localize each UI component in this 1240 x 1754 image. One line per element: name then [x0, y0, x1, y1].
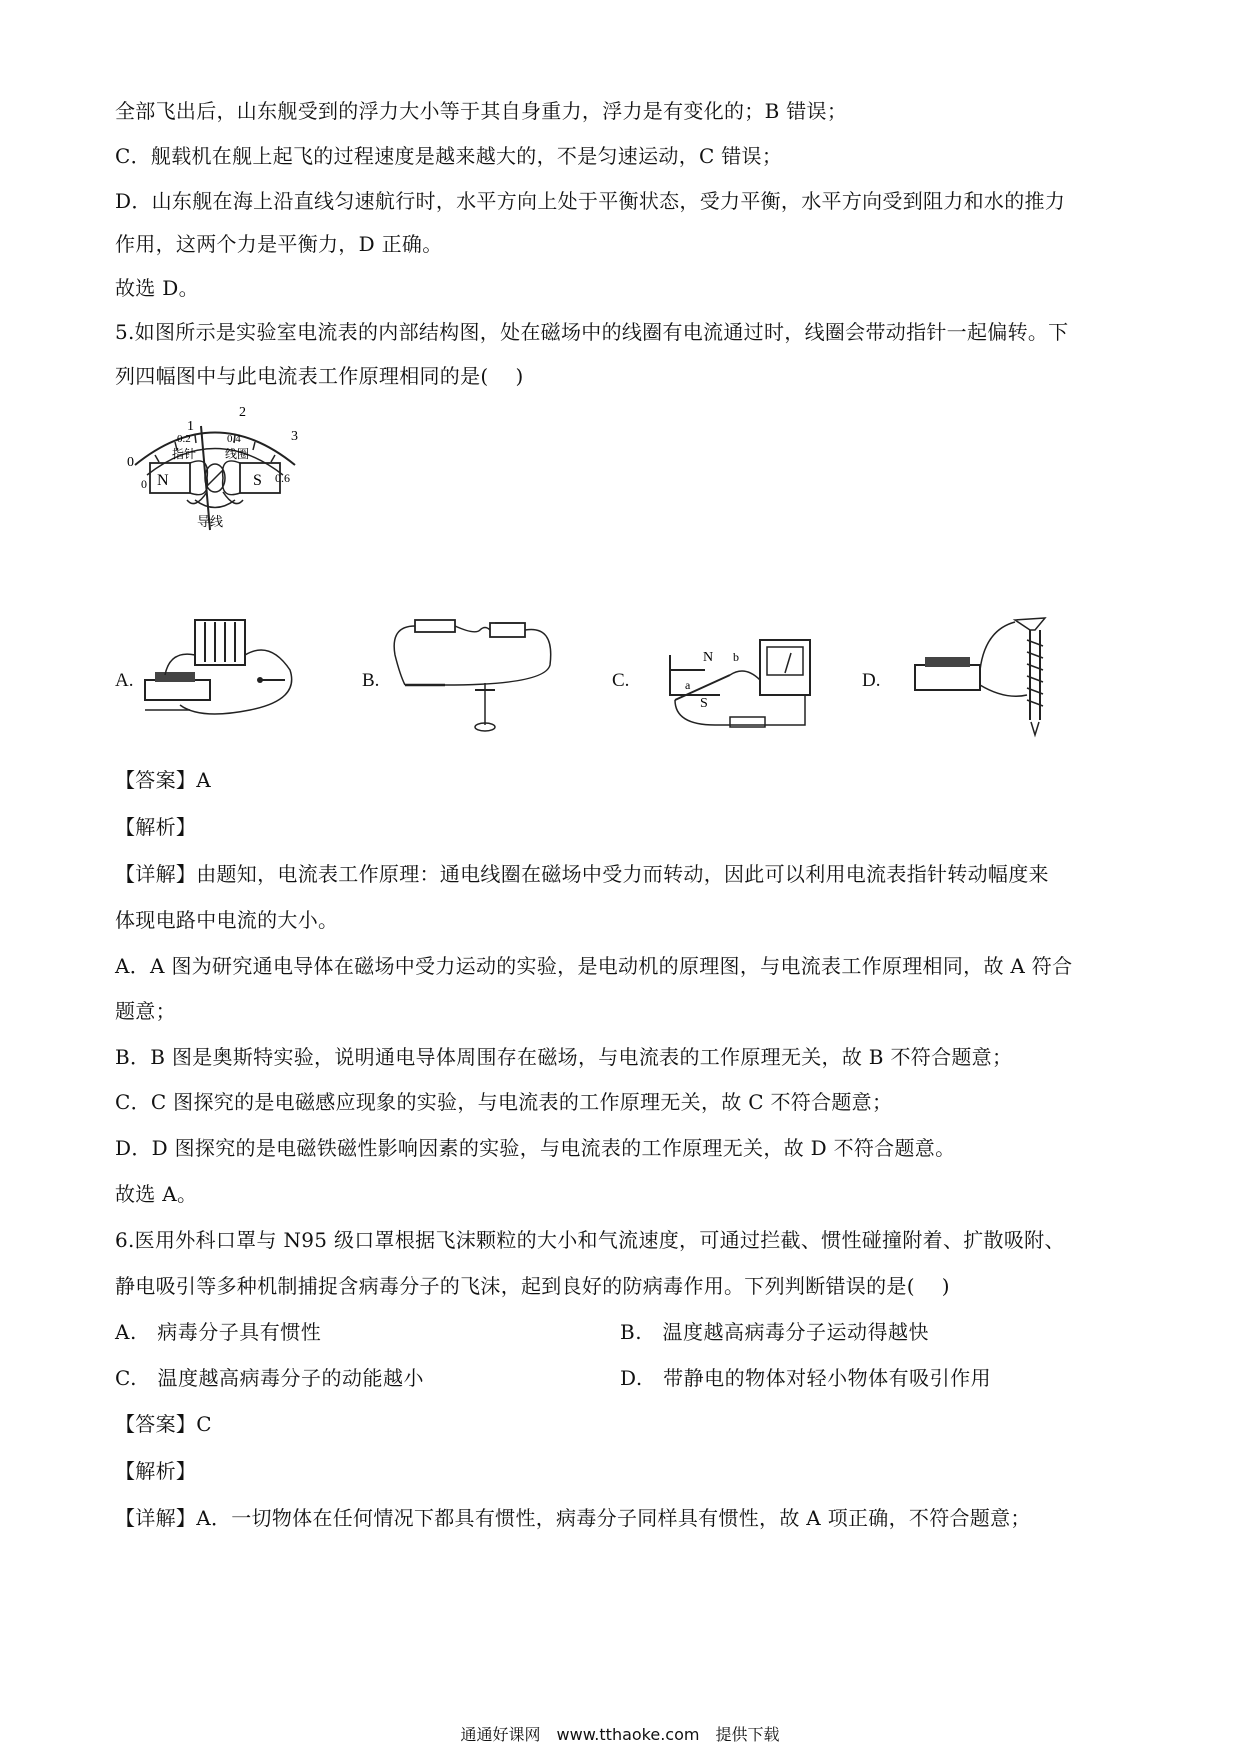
- q5-analysis-d: D．D 图探究的是电磁铁磁性影响因素的实验，与电流表的工作原理无关，故 D 不符合题意。: [115, 1136, 956, 1160]
- wire-a-label: a: [685, 678, 691, 692]
- q5-detail-tag: 【详解】: [115, 862, 197, 886]
- meter-pointer-label: 指针: [172, 447, 197, 461]
- q5-answer-tag: 【答案】: [115, 768, 197, 792]
- meter-top-scale-2: 2: [239, 405, 246, 420]
- q6-answer-tag: 【答案】: [115, 1412, 197, 1436]
- meter-north: N: [157, 472, 169, 489]
- q4-line-4: 作用，这两个力是平衡力，D 正确。: [115, 232, 443, 256]
- magnet-north: N: [703, 650, 714, 665]
- q6-detail-tag: 【详解】: [115, 1506, 197, 1530]
- q6-option-a: A. 病毒分子具有惯性: [115, 1320, 322, 1344]
- meter-wire-label: 导线: [197, 514, 224, 529]
- meter-coil-label: 线圈: [225, 447, 250, 461]
- q5-analysis-a-1: A．A 图为研究通电导体在磁场中受力运动的实验，是电动机的原理图，与电流表工作原理相同，故 A 符合: [115, 954, 1073, 978]
- magnet-south: S: [700, 696, 708, 711]
- meter-bottom-scale-3: 0.6: [275, 471, 290, 485]
- q5-answer: [115, 764, 211, 793]
- q4-line-3: D．山东舰在海上沿直线匀速航行时，水平方向上处于平衡状态，受力平衡，水平方向受到阻力和水的推力: [115, 189, 1066, 213]
- q6-detail-1: [115, 1502, 1031, 1531]
- q4-conclusion: 故选 D。: [115, 276, 199, 300]
- q5-detail-1: [115, 858, 1049, 887]
- q4-line-1: 全部飞出后，山东舰受到的浮力大小等于其自身重力，浮力是有变化的；B 错误；: [115, 99, 848, 123]
- meter-south: S: [253, 472, 262, 489]
- q5-option-d-label: D.: [862, 670, 881, 691]
- q6-detail-text-1: A．一切物体在任何情况下都具有惯性，病毒分子同样具有惯性，故 A 项正确，不符合题意；: [196, 1506, 1031, 1530]
- q5-option-a-figure: [140, 610, 310, 725]
- q5-option-d-figure: [895, 610, 1065, 740]
- q4-line-2: C．舰载机在舰上起飞的过程速度是越来越大的，不是匀速运动，C 错误；: [115, 144, 783, 168]
- q5-stem-2: 列四幅图中与此电流表工作原理相同的是( ): [115, 364, 524, 388]
- q5-option-c-figure: [645, 625, 820, 735]
- q6-option-d: D. 带静电的物体对轻小物体有吸引作用: [620, 1366, 992, 1390]
- q6-option-c: C. 温度越高病毒分子的动能越小: [115, 1366, 424, 1390]
- q5-option-c-label: C.: [612, 670, 630, 691]
- q5-analysis-tag: 【解析】: [115, 815, 197, 839]
- q5-stem-1: 5.如图所示是实验室电流表的内部结构图，处在磁场中的线圈有电流通过时，线圈会带动指针一起偏转。下: [115, 320, 1069, 344]
- q5-analysis-a-2: 题意；: [115, 999, 176, 1023]
- q6-option-b: B. 温度越高病毒分子运动得越快: [620, 1320, 930, 1344]
- page-footer: 通通好课网 www.tthaoke.com 提供下载: [460, 1725, 780, 1744]
- meter-top-scale-3: 3: [291, 429, 298, 444]
- q5-answer-value: A: [196, 768, 211, 792]
- meter-top-scale-1: 1: [187, 419, 194, 434]
- q6-analysis-tag: 【解析】: [115, 1459, 197, 1483]
- meter-bottom-scale-1: 0.2: [177, 433, 191, 445]
- q5-analysis-b: B．B 图是奥斯特实验，说明通电导体周围存在磁场，与电流表的工作原理无关，故 B 不符合题意；: [115, 1045, 1013, 1069]
- q5-conclusion: 故选 A。: [115, 1182, 198, 1206]
- meter-bottom-scale-2: 0.4: [227, 433, 241, 445]
- meter-top-scale-0: 0: [127, 455, 134, 470]
- ammeter-figure: [115, 400, 315, 580]
- q5-option-b-label: B.: [362, 670, 380, 691]
- meter-bottom-scale-0: 0: [141, 477, 147, 491]
- q6-stem-1: 6.医用外科口罩与 N95 级口罩根据飞沫颗粒的大小和气流速度，可通过拦截、惯性碰撞附着、扩散吸附、: [115, 1228, 1065, 1252]
- q5-option-b-figure: [385, 615, 560, 740]
- q6-stem-2: 静电吸引等多种机制捕捉含病毒分子的飞沫，起到良好的防病毒作用。下列判断错误的是( ): [115, 1274, 950, 1298]
- q6-answer: [115, 1408, 212, 1437]
- wire-b-label: b: [733, 650, 739, 664]
- q5-option-a-label: A.: [115, 670, 134, 691]
- q5-analysis-c: C．C 图探究的是电磁感应现象的实验，与电流表的工作原理无关，故 C 不符合题意；: [115, 1090, 893, 1114]
- q5-detail-2: 体现电路中电流的大小。: [115, 908, 339, 932]
- q6-answer-value: C: [196, 1412, 212, 1436]
- q5-detail-text-1: 由题知，电流表工作原理：通电线圈在磁场中受力而转动，因此可以利用电流表指针转动幅度来: [196, 862, 1049, 886]
